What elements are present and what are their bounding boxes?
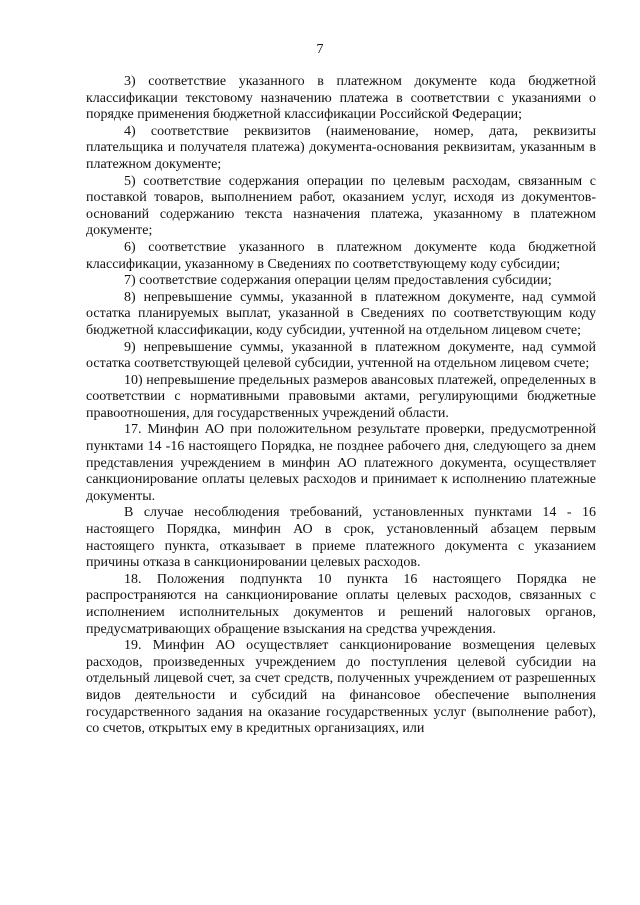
paragraph-3: 3) соответствие указанного в платежном документе кода бюджетной классификации текстовому назначению платежа в соответствии с указаниями о порядке применения бюджетной классификации Российской Федерации; [86, 74, 596, 123]
paragraph-10: 10) непревышение предельных размеров авансовых платежей, определенных в соответствии с нормативными правовыми актами, регулирующими бюджетные правоотношения, для государственных учреждений области. [86, 372, 596, 421]
section-18: 18. Положения подпункта 10 пункта 16 настоящего Порядка не распространяются на санкционирование оплаты целевых расходов, связанных с исполнением исполнительных документов и решений налоговых органов, предусматривающих обращение взыскания на средства учреждения. [86, 571, 596, 637]
section-19: 19. Минфин АО осуществляет санкционирование возмещения целевых расходов, произведенных учреждением до поступления целевой субсидии на отдельный лицевой счет, за счет средств, полученных учреждением от разрешенных видов деятельности и субсидий на финансовое обеспечение выполнения государственного задания на оказание государственных услуг (выполнение работ), со счетов, открытых ему в кредитных организациях, или [86, 638, 596, 737]
paragraph-9: 9) непревышение суммы, указанной в платежном документе, над суммой остатка соответствующей целевой субсидии, учтенной на отдельном лицевом счете; [86, 339, 596, 372]
section-17-refusal: В случае несоблюдения требований, установленных пунктами 14 - 16 настоящего Порядка, минфин АО в срок, установленный абзацем первым настоящего пункта, отказывает в приеме платежного документа с указанием причины отказа в санкционировании целевых расходов. [86, 505, 596, 571]
section-17: 17. Минфин АО при положительном результате проверки, предусмотренной пунктами 14 -16 настоящего Порядка, не позднее рабочего дня, следующего за днем представления учреждением в минфин АО платежного документа, осуществляет санкционирование оплаты целевых расходов и принимает к исполнению платежные документы. [86, 422, 596, 504]
paragraph-4: 4) соответствие реквизитов (наименование, номер, дата, реквизиты плательщика и получателя платежа) документа-основания реквизитам, указанным в платежном документе; [86, 123, 596, 172]
paragraph-5: 5) соответствие содержания операции по целевым расходам, связанным с поставкой товаров, выполнением работ, оказанием услуг, исходя из документов-оснований содержанию текста назначения платежа, указанному в платежном документе; [86, 173, 596, 239]
document-body [86, 74, 596, 738]
paragraph-6: 6) соответствие указанного в платежном документе кода бюджетной классификации, указанному в Сведениях по соответствующему коду субсидии; [86, 239, 596, 272]
page-number: 7 [316, 42, 324, 57]
paragraph-8: 8) непревышение суммы, указанной в платежном документе, над суммой остатка планируемых выплат, указанной в Сведениях по соответствующим коду бюджетной классификации, коду субсидии, учтенной на отдельном лицевом счете; [86, 289, 596, 338]
paragraph-7: 7) соответствие содержания операции целям предоставления субсидии; [124, 273, 552, 289]
